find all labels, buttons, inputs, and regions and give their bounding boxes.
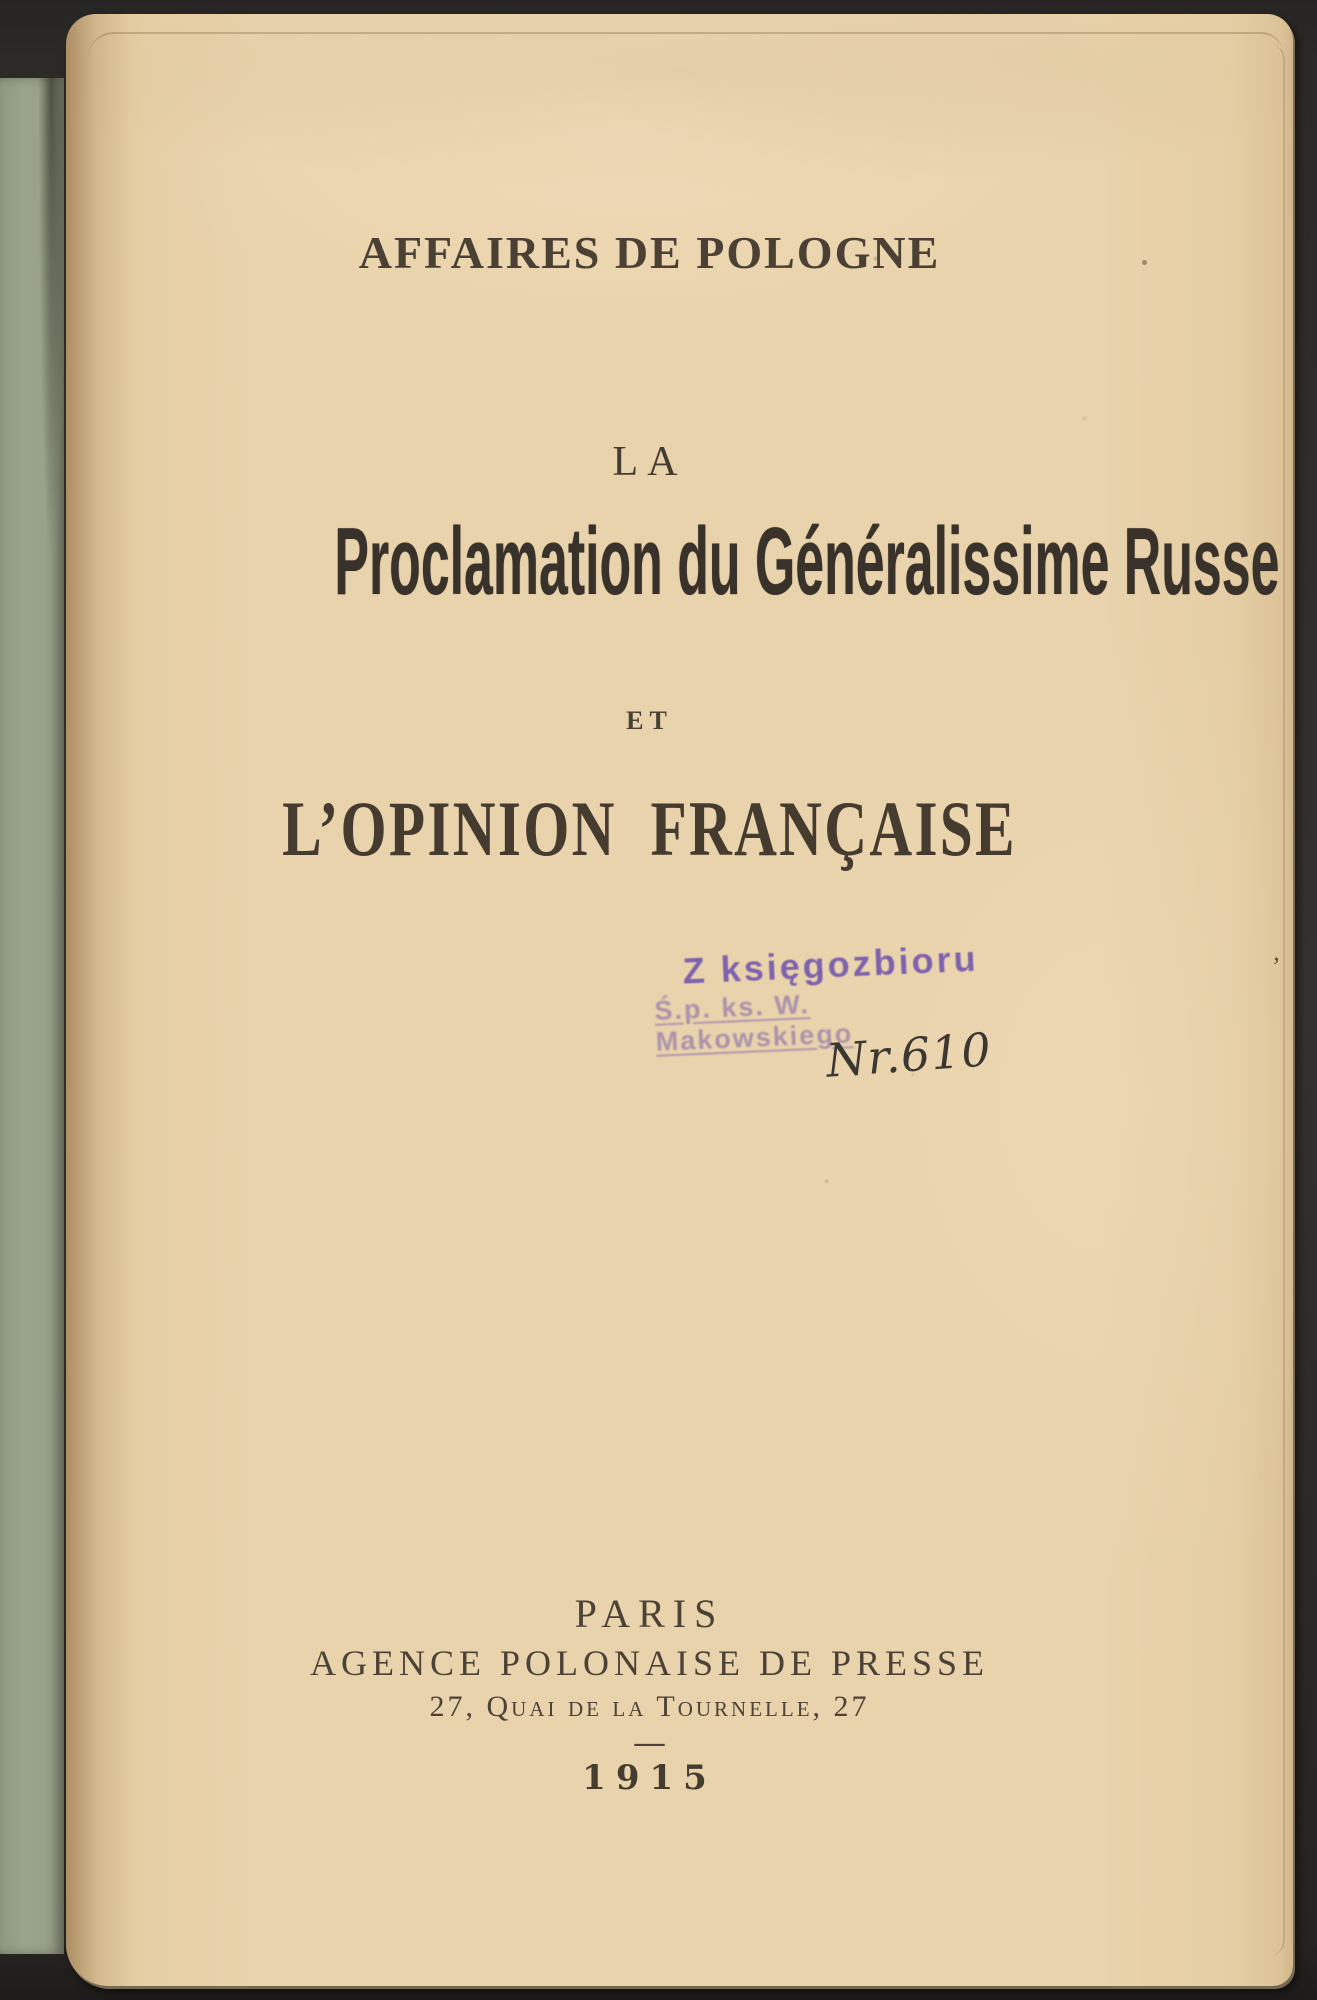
- imprint-divider: —: [634, 1726, 665, 1759]
- imprint-publisher: AGENCE POLONAISE DE PRESSE: [309, 1643, 990, 1683]
- title-connector: ET: [626, 706, 673, 735]
- library-stamp-line1: Z księgozbioru: [681, 937, 980, 992]
- subtitle: L’OPINION FRANÇAISE: [282, 785, 1017, 872]
- imprint-address: 27, Quai de la Tournelle, 27: [429, 1690, 870, 1723]
- handwritten-number: Nr.610: [824, 1022, 994, 1088]
- imprint-city: PARIS: [574, 1591, 725, 1636]
- scan-artifact-mark: ’: [1272, 952, 1281, 981]
- pretitle: LA: [612, 439, 687, 485]
- library-stamp-line2: Ś.p. ks. W. Makowskiego: [653, 989, 854, 1057]
- series-title: AFFAIRES DE POLOGNE: [358, 227, 941, 278]
- title-page: [66, 14, 1293, 1986]
- imprint-year: 1915: [582, 1758, 717, 1798]
- page-right-edge: [1269, 44, 1285, 1956]
- main-title: Proclamation du Généralissime Russe: [334, 508, 1280, 615]
- book-cover-edge: [0, 78, 64, 1954]
- ink-speck: [1142, 260, 1147, 265]
- title-page-content: [66, 14, 1280, 1986]
